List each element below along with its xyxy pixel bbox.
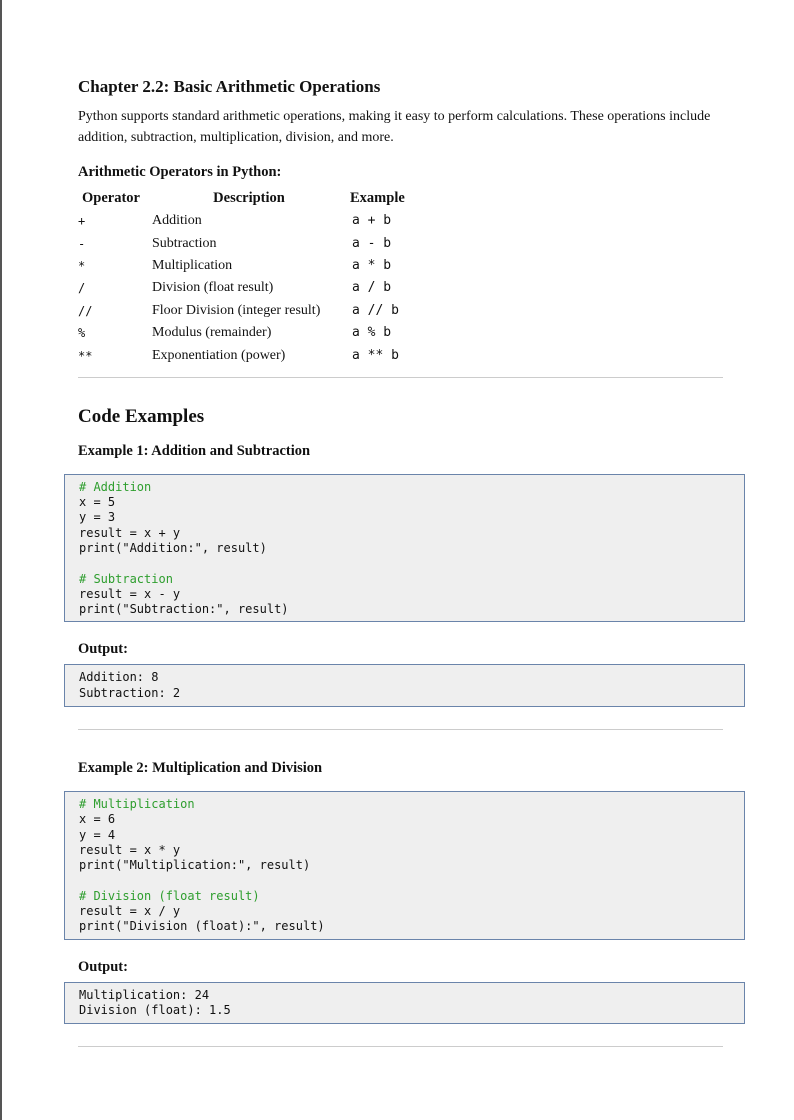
- section-divider: [78, 377, 723, 378]
- code-line: print("Multiplication:", result): [79, 858, 311, 873]
- code-line: result = x * y: [79, 842, 181, 857]
- description-cell: Division (float result): [152, 280, 274, 296]
- column-header-operator: Operator: [82, 190, 140, 206]
- chapter-intro: Python supports standard arithmetic operations, making it easy to perform calculations. These operations include addition, subtraction, multiplication, division, and more.: [78, 109, 711, 145]
- code-blank-line: [79, 556, 730, 571]
- table-row: [78, 277, 407, 299]
- code-line: result = x + y: [79, 525, 181, 540]
- code-line: # Multiplication: [79, 797, 195, 811]
- example-2-output-label: Output:: [78, 958, 128, 975]
- example-cell: a + b: [352, 213, 392, 229]
- code-examples-heading: Code Examples: [78, 405, 205, 427]
- code-line: print("Subtraction:", result): [79, 602, 289, 617]
- operator-cell: %: [78, 326, 86, 341]
- description-cell: Modulus (remainder): [152, 325, 272, 341]
- example-cell: a ** b: [352, 347, 399, 363]
- example-1-code-block: [64, 474, 745, 623]
- operator-cell: //: [78, 303, 93, 318]
- code-line: print("Addition:", result): [79, 540, 267, 555]
- code-line: # Subtraction: [79, 571, 173, 586]
- code-line: x = 5: [79, 495, 116, 510]
- section-divider: [78, 729, 723, 730]
- document-page: [78, 76, 723, 1047]
- code-line: # Addition: [79, 479, 152, 494]
- output-line: Division (float): 1.5: [79, 1002, 231, 1017]
- description-cell: Exponentiation (power): [152, 347, 286, 363]
- code-line: y = 4: [79, 827, 116, 842]
- example-2-code-block: [64, 791, 745, 940]
- description-cell: Multiplication: [152, 257, 233, 273]
- operator-cell: -: [78, 236, 86, 251]
- example-cell: a % b: [352, 325, 392, 341]
- code-line: y = 3: [79, 510, 116, 525]
- operator-cell: +: [78, 214, 86, 229]
- column-header-example: Example: [350, 190, 405, 206]
- operator-cell: /: [78, 281, 86, 296]
- column-header-description: Description: [213, 190, 285, 206]
- code-blank-line: [79, 873, 730, 888]
- example-cell: a // b: [352, 302, 399, 318]
- code-line: x = 6: [79, 812, 116, 827]
- operator-cell: *: [78, 258, 86, 273]
- description-cell: Floor Division (integer result): [152, 302, 321, 318]
- example-1-title: Example 1: Addition and Subtraction: [78, 442, 311, 459]
- example-1-output-label: Output:: [78, 641, 128, 658]
- code-line: # Division (float result): [79, 888, 260, 903]
- example-cell: a / b: [352, 280, 392, 296]
- section-divider: [78, 1046, 723, 1047]
- table-row: [78, 232, 407, 254]
- table-row: [78, 300, 407, 322]
- operators-heading: Arithmetic Operators in Python:: [78, 164, 282, 180]
- operator-cell: **: [78, 348, 93, 363]
- page-left-edge: [0, 0, 2, 1120]
- output-line: Subtraction: 2: [79, 685, 181, 700]
- code-line: print("Division (float):", result): [79, 919, 325, 934]
- example-cell: a - b: [352, 235, 392, 251]
- table-row: [78, 322, 407, 344]
- table-row: [78, 344, 407, 366]
- description-cell: Addition: [152, 213, 202, 229]
- code-line: result = x - y: [79, 586, 181, 601]
- output-line: Addition: 8: [79, 670, 159, 685]
- example-2-output-block: [64, 982, 745, 1025]
- table-row: [78, 255, 407, 277]
- example-1-output-block: [64, 664, 745, 707]
- operators-table-header-row: [78, 188, 407, 210]
- code-line: result = x / y: [79, 904, 181, 919]
- table-row: [78, 210, 407, 232]
- operators-table: [78, 188, 407, 367]
- example-2-title: Example 2: Multiplication and Division: [78, 760, 323, 776]
- example-cell: a * b: [352, 257, 392, 273]
- description-cell: Subtraction: [152, 235, 217, 251]
- chapter-title: Chapter 2.2: Basic Arithmetic Operations: [78, 77, 381, 96]
- output-line: Multiplication: 24: [79, 987, 210, 1002]
